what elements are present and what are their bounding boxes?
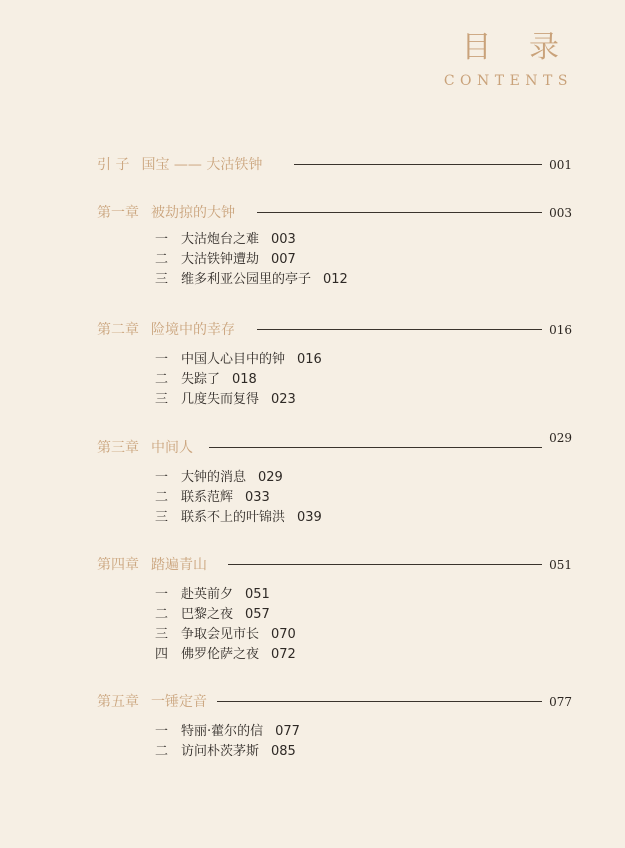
section-list [155,350,322,410]
section-item[interactable] [155,742,300,762]
leader-line [257,212,542,213]
section-item[interactable] [155,605,296,625]
chapter-page-number: 029 [549,431,572,445]
section-list [155,468,322,528]
section-number: 二 [155,607,169,622]
section-title: 争取会见市长 [181,627,260,642]
chapter-page-number: 001 [549,158,572,172]
leader-line [217,701,542,702]
section-page-number: 077 [275,724,300,739]
section-page-number: 007 [271,252,296,267]
section-item[interactable] [155,390,322,410]
section-list [155,722,300,762]
chapter-2[interactable] [97,320,572,407]
section-number: 三 [155,510,169,525]
section-item[interactable] [155,230,348,250]
section-item[interactable] [155,585,296,605]
chapter-prologue[interactable] [97,155,572,175]
section-title: 巴黎之夜 [181,607,234,622]
section-page-number: 012 [323,272,348,287]
chapter-page-number: 003 [549,206,572,220]
section-number: 一 [155,352,169,367]
section-item[interactable] [155,488,322,508]
chapter-page-number: 016 [549,323,572,337]
chapter-number: 第二章 [97,322,139,338]
chapter-1[interactable] [97,203,572,287]
section-title: 联系不上的叶锦洪 [181,510,286,525]
section-page-number: 033 [245,490,270,505]
section-item[interactable] [155,645,296,665]
chapter-page-number: 077 [549,695,572,709]
leader-line [209,447,542,448]
section-number: 二 [155,252,169,267]
chapter-4[interactable] [97,555,572,662]
chapter-number: 第一章 [97,205,139,221]
section-page-number: 072 [271,647,296,662]
chapter-title: 被劫掠的大钟 [151,205,235,221]
chapter-title: 踏遍青山 [151,557,207,573]
section-page-number: 057 [245,607,270,622]
section-item[interactable] [155,625,296,645]
section-title: 大沽炮台之难 [181,232,260,247]
chapter-number: 第四章 [97,557,139,573]
chapter-number: 第三章 [97,440,139,456]
section-title: 维多利亚公园里的亭子 [181,272,312,287]
section-list [155,230,348,290]
section-title: 失踪了 [181,372,221,387]
section-page-number: 023 [271,392,296,407]
chapter-5[interactable] [97,692,572,759]
section-title: 佛罗伦萨之夜 [181,647,260,662]
section-item[interactable] [155,468,322,488]
section-item[interactable] [155,722,300,742]
page-title: 目 录 [461,30,573,65]
section-title: 赴英前夕 [181,587,234,602]
section-page-number: 018 [232,372,257,387]
section-number: 二 [155,744,169,759]
section-item[interactable] [155,270,348,290]
leader-line [294,164,542,165]
section-title: 特丽·藿尔的信 [181,724,264,739]
section-number: 一 [155,724,169,739]
section-number: 二 [155,372,169,387]
section-page-number: 051 [245,587,270,602]
chapter-number: 引 子 [97,157,130,173]
chapter-title: 险境中的幸存 [151,322,235,338]
section-number: 三 [155,392,169,407]
section-title: 访问朴茨茅斯 [181,744,260,759]
section-number: 三 [155,627,169,642]
section-title: 联系范辉 [181,490,234,505]
section-item[interactable] [155,370,322,390]
chapter-page-number: 051 [549,558,572,572]
section-number: 三 [155,272,169,287]
section-number: 一 [155,232,169,247]
chapter-title: 一锤定音 [151,694,207,710]
section-title: 中国人心目中的钟 [181,352,286,367]
leader-line [257,329,542,330]
section-title: 大沽铁钟遭劫 [181,252,260,267]
section-number: 四 [155,647,169,662]
chapter-title: 国宝 —— 大沽铁钟 [141,157,263,173]
section-number: 二 [155,490,169,505]
section-item[interactable] [155,350,322,370]
section-page-number: 016 [297,352,322,367]
section-page-number: 039 [297,510,322,525]
section-page-number: 070 [271,627,296,642]
page-subtitle: CONTENTS [443,73,573,89]
chapter-3[interactable] [97,431,572,525]
leader-line [228,564,542,565]
chapter-title: 中间人 [151,440,193,456]
section-title: 大钟的消息 [181,470,247,485]
section-page-number: 029 [258,470,283,485]
section-list [155,585,296,665]
section-item[interactable] [155,250,348,270]
section-number: 一 [155,587,169,602]
section-page-number: 085 [271,744,296,759]
section-title: 几度失而复得 [181,392,260,407]
section-number: 一 [155,470,169,485]
section-page-number: 003 [271,232,296,247]
chapter-number: 第五章 [97,694,139,710]
section-item[interactable] [155,508,322,528]
